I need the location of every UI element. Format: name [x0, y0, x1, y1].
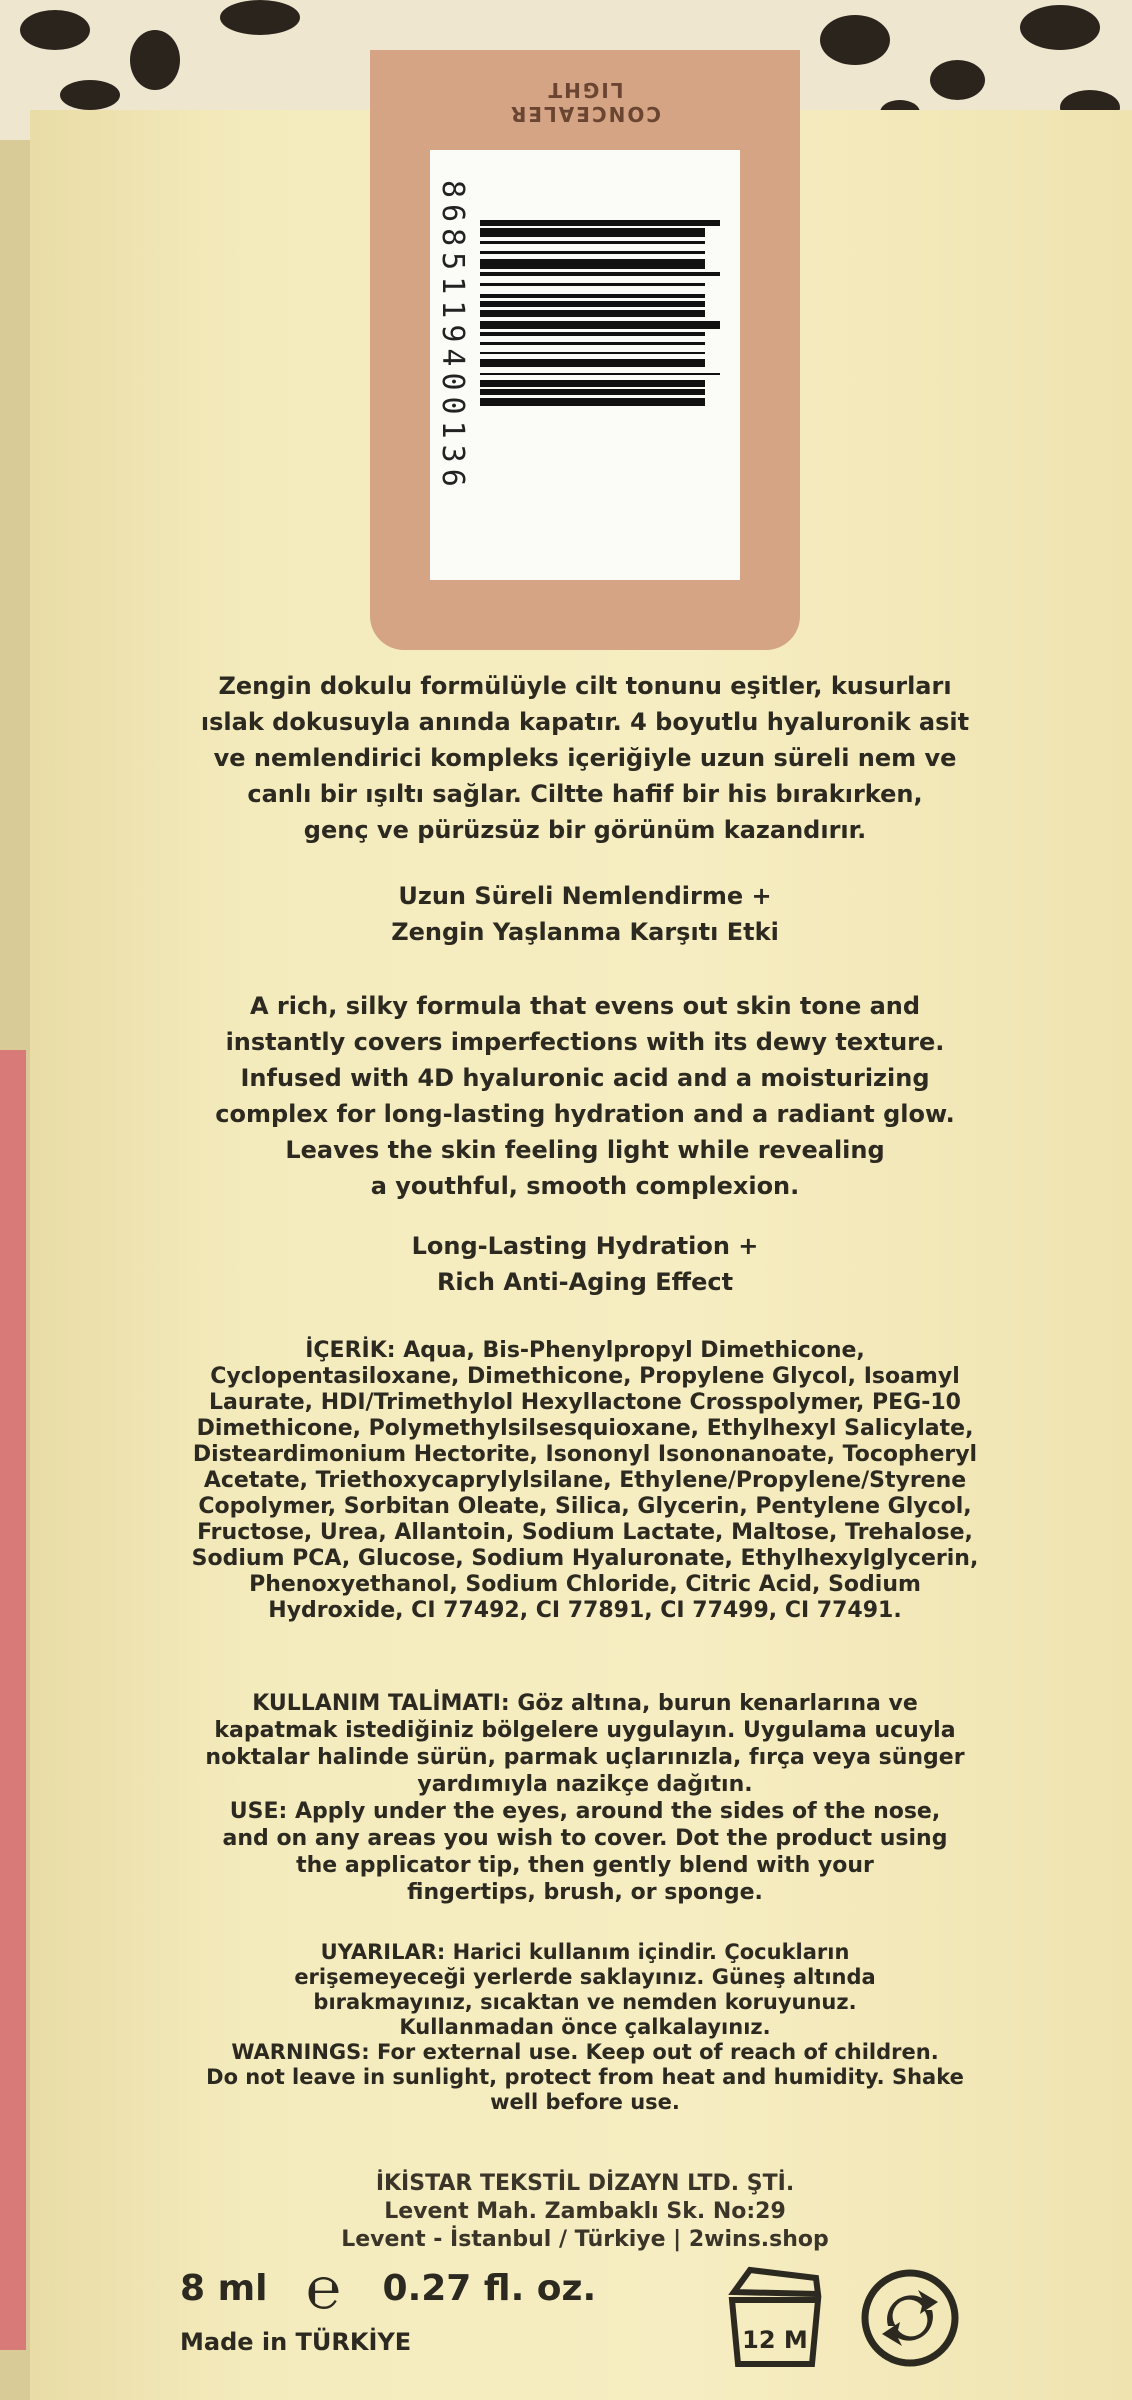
headline-tr-line-2: Zengin Yaşlanma Karşıtı Etki	[391, 918, 779, 946]
warnings-tr-line: Harici kullanım içindir. Çocukların	[452, 1940, 850, 1964]
barcode-bar	[480, 259, 705, 269]
warnings-en-line: For external use. Keep out of reach of children.	[377, 2040, 939, 2064]
usage-tr-line: noktalar halinde sürün, parmak uçlarınızla, fırça veya sünger	[205, 1745, 965, 1770]
warnings-en-label: WARNINGS:	[231, 2040, 370, 2064]
ingredients-line: Fructose, Urea, Allantoin, Sodium Lactate, Maltose, Trehalose,	[197, 1520, 973, 1545]
ingredients-line: Aqua, Bis-Phenylpropyl Dimethicone,	[403, 1338, 865, 1363]
description-tr-line: ıslak dokusuyla anında kapatır. 4 boyutlu hyaluronik asit	[200, 708, 970, 736]
company-address: Levent Mah. Zambaklı Sk. No:29	[384, 2199, 786, 2224]
ingredients-line: Dimethicone, Polymethylsilsesquioxane, Ethylhexyl Salicylate,	[196, 1416, 974, 1441]
ingredients-line: Sodium PCA, Glucose, Sodium Hyaluronate, Ethylhexylglycerin,	[191, 1546, 979, 1571]
warnings-en-line: Do not leave in sunlight, protect from heat and humidity. Shake	[206, 2065, 964, 2089]
company-name: İKİSTAR TEKSTİL DİZAYN LTD. ŞTİ.	[375, 2171, 795, 2196]
description-tr	[90, 668, 1080, 848]
usage-instructions	[90, 1690, 1080, 1906]
description-tr-line: canlı bir ışıltı sağlar. Ciltte hafif bir his bırakırken,	[247, 780, 923, 808]
description-tr-line: Zengin dokulu formülüyle cilt tonunu eşitler, kusurları	[218, 672, 952, 700]
pink-side-strip	[0, 1050, 26, 2350]
warnings	[90, 1940, 1080, 2115]
description-en-line: a youthful, smooth complexion.	[370, 1172, 800, 1200]
barcode-bar	[480, 241, 705, 244]
volume-oz: 0.27 fl. oz.	[382, 2268, 597, 2309]
usage-en-label: USE:	[229, 1799, 288, 1824]
ingredients-line: Laurate, HDI/Trimethylol Hexyllactone Crosspolymer, PEG-10	[209, 1390, 961, 1415]
warnings-en-line: well before use.	[490, 2090, 680, 2114]
warnings-tr-line: bırakmayınız, sıcaktan ve nemden koruyunuz.	[313, 1990, 857, 2014]
footer	[180, 2254, 1080, 2380]
ingredients-line: Hydroxide, CI 77492, CI 77891, CI 77499, CI 77491.	[268, 1598, 902, 1623]
description-en	[90, 988, 1080, 1204]
barcode-bar	[480, 283, 705, 286]
barcode-bar	[480, 251, 705, 254]
headline-tr-line-1: Uzun Süreli Nemlendirme +	[398, 882, 772, 910]
barcode-bar	[480, 373, 720, 376]
barcode	[430, 150, 740, 580]
usage-tr-line: kapatmak istediğiniz bölgelere uygulayın. Uygulama ucuyla	[214, 1718, 956, 1743]
recycle-arrows-icon	[860, 2268, 960, 2368]
barcode-bar	[480, 310, 705, 317]
barcode-number: 8685119400136	[435, 180, 470, 493]
description-en-line: complex for long-lasting hydration and a radiant glow.	[215, 1100, 955, 1128]
barcode-bars	[480, 220, 720, 530]
barcode-bar	[480, 332, 705, 336]
usage-en-line: fingertips, brush, or sponge.	[407, 1880, 763, 1905]
barcode-bar	[480, 352, 705, 355]
usage-tr-label: KULLANIM TALİMATI:	[252, 1691, 510, 1716]
estimated-sign-icon: ℮	[306, 2254, 341, 2322]
barcode-bar	[480, 220, 720, 226]
ingredients-line: Copolymer, Sorbitan Oleate, Silica, Glycerin, Pentylene Glycol,	[198, 1494, 972, 1519]
shade-name	[370, 78, 800, 126]
barcode-bar	[480, 389, 705, 395]
ingredients	[90, 1338, 1080, 1624]
shade-line-2: LIGHT	[546, 78, 624, 102]
pao-label: 12 M	[742, 2326, 808, 2354]
barcode-bar	[480, 321, 720, 329]
usage-en-line: Apply under the eyes, around the sides of the nose,	[294, 1799, 941, 1824]
barcode-bar	[480, 342, 705, 345]
warnings-tr-label: UYARILAR:	[320, 1940, 446, 1964]
company-city-web: Levent - İstanbul / Türkiye | 2wins.shop	[341, 2227, 829, 2252]
usage-en-line: and on any areas you wish to cover. Dot the product using	[222, 1826, 948, 1851]
company-info	[90, 2170, 1080, 2254]
barcode-bar	[480, 359, 705, 367]
description-tr-line: genç ve pürüzsüz bir görünüm kazandırır.	[303, 816, 867, 844]
ingredients-line: Disteardimonium Hectorite, Isononyl Isononanoate, Tocopheryl	[192, 1442, 978, 1467]
headline-en	[90, 1228, 1080, 1300]
barcode-bar	[480, 398, 705, 406]
ingredients-label: İÇERİK:	[305, 1338, 396, 1363]
pao-jar-icon	[720, 2260, 830, 2370]
volume-ml: 8 ml	[180, 2268, 268, 2309]
headline-en-line-1: Long-Lasting Hydration +	[411, 1232, 759, 1260]
usage-tr-line: Göz altına, burun kenarlarına ve	[517, 1691, 918, 1716]
headline-en-line-2: Rich Anti-Aging Effect	[436, 1268, 734, 1296]
description-tr-line: ve nemlendirici kompleks içeriğiyle uzun süreli nem ve	[213, 744, 957, 772]
barcode-bar	[480, 228, 705, 236]
barcode-bar	[480, 301, 705, 307]
barcode-bar	[480, 380, 705, 387]
made-in: Made in TÜRKİYE	[180, 2328, 412, 2356]
description-en-line: A rich, silky formula that evens out skin tone and	[249, 992, 921, 1020]
volume	[180, 2268, 596, 2309]
description-en-line: instantly covers imperfections with its dewy texture.	[225, 1028, 945, 1056]
usage-en-line: the applicator tip, then gently blend with your	[296, 1853, 874, 1878]
barcode-bar	[480, 294, 705, 298]
ingredients-line: Acetate, Triethoxycaprylylsilane, Ethylene/Propylene/Styrene	[203, 1468, 967, 1493]
barcode-bar	[480, 272, 720, 276]
description-en-line: Leaves the skin feeling light while revealing	[285, 1136, 885, 1164]
headline-tr	[90, 878, 1080, 950]
usage-tr-line: yardımıyla nazikçe dağıtın.	[417, 1772, 753, 1797]
description-en-line: Infused with 4D hyaluronic acid and a moisturizing	[240, 1064, 930, 1092]
ingredients-line: Phenoxyethanol, Sodium Chloride, Citric Acid, Sodium	[249, 1572, 921, 1597]
warnings-tr-line: erişemeyeceği yerlerde saklayınız. Güneş altında	[294, 1965, 876, 1989]
shade-line-1: CONCEALER	[508, 102, 662, 126]
ingredients-line: Cyclopentasiloxane, Dimethicone, Propylene Glycol, Isoamyl	[210, 1364, 960, 1389]
warnings-tr-line: Kullanmadan önce çalkalayınız.	[399, 2015, 771, 2039]
